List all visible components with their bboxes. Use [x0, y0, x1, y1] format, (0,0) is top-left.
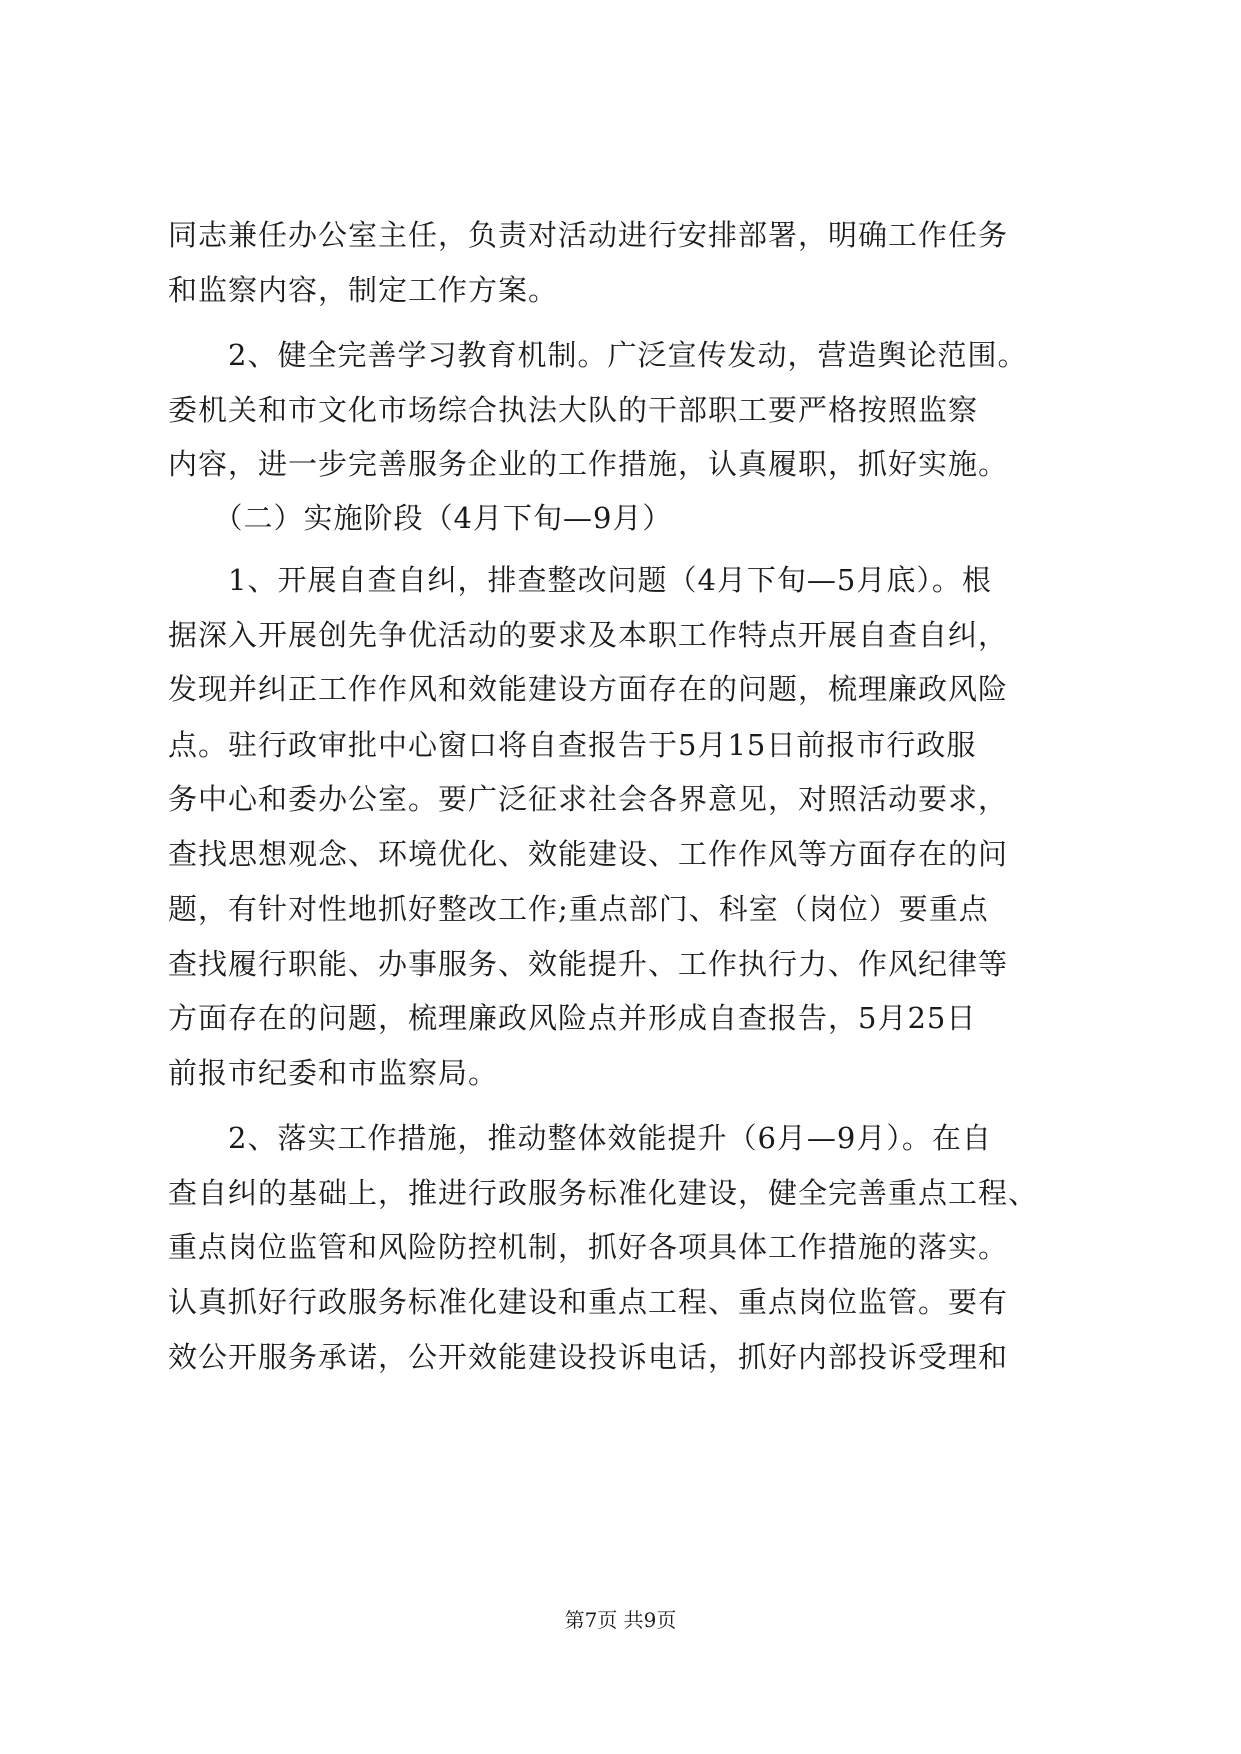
body-line: 内容，进一步完善服务企业的工作措施，认真履职，抓好实施。	[168, 447, 1009, 481]
body-line: 2、落实工作措施，推动整体效能提升（6月—9月）。在自	[168, 1121, 992, 1155]
page-number: 第7页 共9页	[564, 1608, 677, 1632]
body-line: 认真抓好行政服务标准化建设和重点工程、重点岗位监管。要有	[168, 1285, 1009, 1319]
body-line: 查找履行职能、办事服务、效能提升、工作执行力、作风纪律等	[168, 947, 1009, 981]
body-line: 据深入开展创先争优活动的要求及本职工作特点开展自查自纠，	[168, 618, 1009, 652]
body-line: 发现并纠正工作作风和效能建设方面存在的问题，梳理廉政风险	[168, 672, 1009, 706]
body-line: 1、开展自查自纠，排查整改问题（4月下旬—5月底）。根	[168, 563, 992, 597]
body-line: 委机关和市文化市场综合执法大队的干部职工要严格按照监察	[168, 393, 979, 427]
body-line: 方面存在的问题，梳理廉政风险点并形成自查报告，5月25日	[168, 1001, 977, 1035]
body-line: 同志兼任办公室主任，负责对活动进行安排部署，明确工作任务	[168, 218, 1009, 252]
body-line: 和监察内容，制定工作方案。	[168, 273, 559, 307]
body-line: 2、健全完善学习教育机制。广泛宣传发动，营造舆论范围。	[168, 338, 1028, 372]
body-line: 查自纠的基础上，推进行政服务标准化建设，健全完善重点工程、	[168, 1176, 1039, 1210]
body-line: 务中心和委办公室。要广泛征求社会各界意见，对照活动要求，	[168, 782, 1009, 816]
body-line: 查找思想观念、环境优化、效能建设、工作作风等方面存在的问	[168, 837, 1009, 871]
section-heading: （二）实施阶段（4月下旬—9月）	[168, 501, 673, 535]
body-line: 前报市纪委和市监察局。	[168, 1056, 499, 1090]
body-line: 效公开服务承诺，公开效能建设投诉电话，抓好内部投诉受理和	[168, 1340, 1009, 1374]
body-line: 点。驻行政审批中心窗口将自查报告于5月15日前报市行政服	[168, 728, 977, 762]
body-line: 题，有针对性地抓好整改工作;重点部门、科室（岗位）要重点	[168, 892, 989, 926]
body-line: 重点岗位监管和风险防控机制，抓好各项具体工作措施的落实。	[168, 1230, 1009, 1264]
